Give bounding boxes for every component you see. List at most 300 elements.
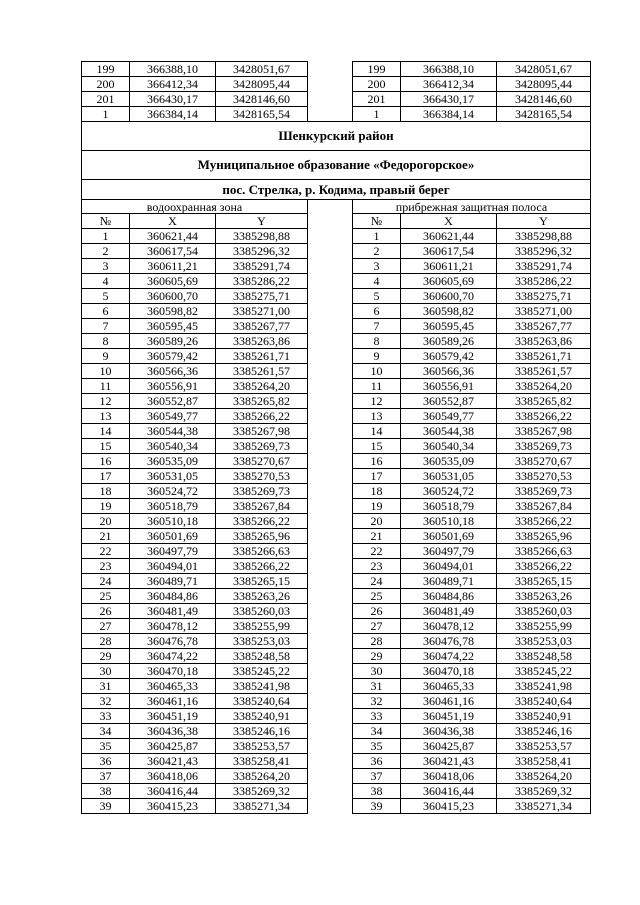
right-point-no: 20 [353, 514, 401, 529]
left-point-no: 28 [82, 634, 130, 649]
column-gap [308, 259, 353, 274]
table-row [82, 304, 591, 319]
left-x: 360600,70 [130, 289, 216, 304]
left-x: 360540,34 [130, 439, 216, 454]
column-gap [308, 739, 353, 754]
left-x: 360465,33 [130, 679, 216, 694]
table-row [82, 514, 591, 529]
municipality-heading: Муниципальное образование «Федорогорское» [82, 151, 591, 180]
left-x: 360589,26 [130, 334, 216, 349]
right-x: 360535,09 [401, 454, 497, 469]
left-y: 3385271,34 [216, 799, 308, 814]
right-point-no: 21 [353, 529, 401, 544]
left-x: 360598,82 [130, 304, 216, 319]
right-point-no: 22 [353, 544, 401, 559]
right-point-no: 23 [353, 559, 401, 574]
left-x: 366384,14 [130, 107, 216, 122]
table-row [82, 499, 591, 514]
left-x: 360415,23 [130, 799, 216, 814]
left-point-no: 10 [82, 364, 130, 379]
table-row [82, 244, 591, 259]
left-x: 366412,34 [130, 77, 216, 92]
left-y: 3385267,84 [216, 499, 308, 514]
right-x: 360478,12 [401, 619, 497, 634]
left-x: 360436,38 [130, 724, 216, 739]
column-gap [308, 424, 353, 439]
column-gap [308, 679, 353, 694]
left-point-no: 34 [82, 724, 130, 739]
right-y: 3385240,91 [497, 709, 591, 724]
right-y: 3385261,71 [497, 349, 591, 364]
table-row [82, 724, 591, 739]
left-y: 3385286,22 [216, 274, 308, 289]
right-point-no: 30 [353, 664, 401, 679]
right-x: 360600,70 [401, 289, 497, 304]
right-point-no: 31 [353, 679, 401, 694]
left-y: 3428165,54 [216, 107, 308, 122]
right-point-no: 201 [353, 92, 401, 107]
right-point-no: 11 [353, 379, 401, 394]
left-point-no: 30 [82, 664, 130, 679]
table-row [82, 319, 591, 334]
left-point-no: 8 [82, 334, 130, 349]
column-gap [308, 544, 353, 559]
left-x: 360535,09 [130, 454, 216, 469]
left-point-no: 1 [82, 107, 130, 122]
right-x: 360501,69 [401, 529, 497, 544]
table-row [82, 484, 591, 499]
column-gap [308, 77, 353, 92]
right-y: 3385270,67 [497, 454, 591, 469]
right-x: 360556,91 [401, 379, 497, 394]
right-x: 360416,44 [401, 784, 497, 799]
left-x: 360501,69 [130, 529, 216, 544]
left-x: 360552,87 [130, 394, 216, 409]
left-y: 3385266,22 [216, 514, 308, 529]
left-y: 3385296,32 [216, 244, 308, 259]
left-x: 360556,91 [130, 379, 216, 394]
right-x: 360476,78 [401, 634, 497, 649]
right-y: 3385261,57 [497, 364, 591, 379]
right-point-no: 8 [353, 334, 401, 349]
left-y: 3385253,03 [216, 634, 308, 649]
left-point-no: 16 [82, 454, 130, 469]
right-y: 3385270,53 [497, 469, 591, 484]
right-x: 360566,36 [401, 364, 497, 379]
settlement-row [82, 180, 591, 200]
right-x: 360621,44 [401, 229, 497, 244]
right-x: 360494,01 [401, 559, 497, 574]
right-point-no: 7 [353, 319, 401, 334]
district-heading: Шенкурский район [82, 122, 591, 151]
left-point-no: 32 [82, 694, 130, 709]
left-x: 360461,16 [130, 694, 216, 709]
table-row [82, 364, 591, 379]
column-gap [308, 304, 353, 319]
right-y: 3385264,20 [497, 379, 591, 394]
right-y: 3385267,98 [497, 424, 591, 439]
left-point-no: 37 [82, 769, 130, 784]
left-point-no: 38 [82, 784, 130, 799]
table-row [82, 229, 591, 244]
left-col-x-header: X [130, 214, 216, 229]
column-gap [308, 769, 353, 784]
left-x: 360416,44 [130, 784, 216, 799]
right-y: 3385263,86 [497, 334, 591, 349]
left-x: 360621,44 [130, 229, 216, 244]
table-row [82, 469, 591, 484]
right-point-no: 27 [353, 619, 401, 634]
district-row [82, 122, 591, 151]
left-y: 3385260,03 [216, 604, 308, 619]
table-row [82, 62, 591, 77]
right-y: 3428095,44 [497, 77, 591, 92]
column-gap [308, 514, 353, 529]
table-row [82, 649, 591, 664]
left-y: 3428051,67 [216, 62, 308, 77]
right-point-no: 15 [353, 439, 401, 454]
table-row [82, 379, 591, 394]
left-y: 3385270,67 [216, 454, 308, 469]
municipality-row [82, 151, 591, 180]
table-row [82, 664, 591, 679]
right-x: 360531,05 [401, 469, 497, 484]
right-x: 360465,33 [401, 679, 497, 694]
left-point-no: 22 [82, 544, 130, 559]
table-row [82, 634, 591, 649]
right-x: 360595,45 [401, 319, 497, 334]
right-y: 3385253,57 [497, 739, 591, 754]
right-x: 366384,14 [401, 107, 497, 122]
column-gap [308, 574, 353, 589]
right-col-x-header: X [401, 214, 497, 229]
right-point-no: 37 [353, 769, 401, 784]
right-point-no: 3 [353, 259, 401, 274]
right-x: 366412,34 [401, 77, 497, 92]
left-y: 3385240,91 [216, 709, 308, 724]
left-x: 360425,87 [130, 739, 216, 754]
left-y: 3385265,96 [216, 529, 308, 544]
left-y: 3385245,22 [216, 664, 308, 679]
column-gap [308, 799, 353, 814]
left-y: 3385265,15 [216, 574, 308, 589]
column-gap [308, 529, 353, 544]
right-y: 3385240,64 [497, 694, 591, 709]
left-x: 360489,71 [130, 574, 216, 589]
left-x: 360549,77 [130, 409, 216, 424]
right-x: 366430,17 [401, 92, 497, 107]
column-gap [308, 364, 353, 379]
left-x: 360544,38 [130, 424, 216, 439]
column-gap [308, 244, 353, 259]
left-y: 3385240,64 [216, 694, 308, 709]
right-y: 3385269,73 [497, 439, 591, 454]
table-row [82, 439, 591, 454]
table-row [82, 289, 591, 304]
right-y: 3385266,22 [497, 559, 591, 574]
right-x: 360474,22 [401, 649, 497, 664]
right-x: 360605,69 [401, 274, 497, 289]
left-y: 3385269,73 [216, 484, 308, 499]
column-gap [308, 469, 353, 484]
right-col-y-header: Y [497, 214, 591, 229]
right-point-no: 25 [353, 589, 401, 604]
column-gap [308, 214, 353, 229]
column-gap [308, 319, 353, 334]
table-row [82, 409, 591, 424]
column-gap [308, 274, 353, 289]
column-gap [308, 439, 353, 454]
left-y: 3428095,44 [216, 77, 308, 92]
table-row [82, 544, 591, 559]
column-gap [308, 634, 353, 649]
left-x: 360595,45 [130, 319, 216, 334]
right-point-no: 29 [353, 649, 401, 664]
left-y: 3385265,82 [216, 394, 308, 409]
right-point-no: 14 [353, 424, 401, 439]
table-row [82, 709, 591, 724]
left-y: 3385266,63 [216, 544, 308, 559]
column-gap [308, 694, 353, 709]
left-x: 360510,18 [130, 514, 216, 529]
left-x: 360579,42 [130, 349, 216, 364]
left-y: 3385264,20 [216, 769, 308, 784]
left-x: 360481,49 [130, 604, 216, 619]
right-point-no: 35 [353, 739, 401, 754]
column-gap [308, 92, 353, 107]
left-point-no: 13 [82, 409, 130, 424]
left-y: 3385263,86 [216, 334, 308, 349]
right-point-no: 4 [353, 274, 401, 289]
table-row [82, 349, 591, 364]
table-row [82, 77, 591, 92]
left-point-no: 20 [82, 514, 130, 529]
right-y: 3385286,22 [497, 274, 591, 289]
table-row [82, 694, 591, 709]
table-row [82, 274, 591, 289]
left-point-no: 29 [82, 649, 130, 664]
right-point-no: 2 [353, 244, 401, 259]
left-point-no: 5 [82, 289, 130, 304]
right-x: 360544,38 [401, 424, 497, 439]
right-x: 360510,18 [401, 514, 497, 529]
left-y: 3385266,22 [216, 409, 308, 424]
right-x: 360418,06 [401, 769, 497, 784]
right-y: 3385246,16 [497, 724, 591, 739]
right-x: 360617,54 [401, 244, 497, 259]
right-point-no: 34 [353, 724, 401, 739]
coordinates-table [81, 61, 591, 814]
left-point-no: 6 [82, 304, 130, 319]
right-x: 366388,10 [401, 62, 497, 77]
right-y: 3385265,15 [497, 574, 591, 589]
column-gap [308, 649, 353, 664]
left-x: 360421,43 [130, 754, 216, 769]
right-x: 360549,77 [401, 409, 497, 424]
left-y: 3385269,73 [216, 439, 308, 454]
right-point-no: 9 [353, 349, 401, 364]
table-row [82, 454, 591, 469]
right-point-no: 12 [353, 394, 401, 409]
right-x: 360415,23 [401, 799, 497, 814]
right-y: 3385266,22 [497, 409, 591, 424]
left-y: 3385241,98 [216, 679, 308, 694]
right-y: 3385266,63 [497, 544, 591, 559]
table-row [82, 394, 591, 409]
left-y: 3385270,53 [216, 469, 308, 484]
left-y: 3385263,26 [216, 589, 308, 604]
table-row [82, 589, 591, 604]
left-x: 366388,10 [130, 62, 216, 77]
left-x: 360518,79 [130, 499, 216, 514]
left-x: 360476,78 [130, 634, 216, 649]
right-x: 360425,87 [401, 739, 497, 754]
table-row [82, 334, 591, 349]
right-y: 3385267,77 [497, 319, 591, 334]
left-y: 3385291,74 [216, 259, 308, 274]
left-y: 3428146,60 [216, 92, 308, 107]
left-point-no: 3 [82, 259, 130, 274]
table-row [82, 619, 591, 634]
table-row [82, 784, 591, 799]
right-point-no: 17 [353, 469, 401, 484]
left-point-no: 201 [82, 92, 130, 107]
right-point-no: 19 [353, 499, 401, 514]
column-gap [308, 559, 353, 574]
column-gap [308, 334, 353, 349]
right-y: 3385269,73 [497, 484, 591, 499]
left-point-no: 19 [82, 499, 130, 514]
column-gap [308, 379, 353, 394]
right-point-no: 28 [353, 634, 401, 649]
column-gap [308, 394, 353, 409]
right-y: 3385255,99 [497, 619, 591, 634]
right-x: 360470,18 [401, 664, 497, 679]
coordinates-table-body [82, 62, 591, 814]
right-x: 360589,26 [401, 334, 497, 349]
right-col-no-header: № [353, 214, 401, 229]
right-point-no: 26 [353, 604, 401, 619]
settlement-heading: пос. Стрелка, р. Кодима, правый берег [82, 180, 591, 200]
right-x: 360421,43 [401, 754, 497, 769]
left-x: 360605,69 [130, 274, 216, 289]
column-gap [308, 289, 353, 304]
right-y: 3385258,41 [497, 754, 591, 769]
right-point-no: 1 [353, 229, 401, 244]
column-gap [308, 409, 353, 424]
table-row [82, 799, 591, 814]
right-point-no: 24 [353, 574, 401, 589]
right-x: 360461,16 [401, 694, 497, 709]
left-y: 3385246,16 [216, 724, 308, 739]
left-point-no: 199 [82, 62, 130, 77]
left-x: 360418,06 [130, 769, 216, 784]
left-y: 3385253,57 [216, 739, 308, 754]
left-point-no: 36 [82, 754, 130, 769]
left-point-no: 26 [82, 604, 130, 619]
left-point-no: 35 [82, 739, 130, 754]
column-gap [308, 499, 353, 514]
right-y: 3428165,54 [497, 107, 591, 122]
column-gap [308, 349, 353, 364]
left-point-no: 1 [82, 229, 130, 244]
table-row [82, 529, 591, 544]
right-x: 360579,42 [401, 349, 497, 364]
left-x: 360611,21 [130, 259, 216, 274]
left-y: 3385248,58 [216, 649, 308, 664]
left-x: 366430,17 [130, 92, 216, 107]
right-x: 360598,82 [401, 304, 497, 319]
column-gap [308, 604, 353, 619]
left-x: 360524,72 [130, 484, 216, 499]
left-x: 360470,18 [130, 664, 216, 679]
table-row [82, 769, 591, 784]
left-y: 3385298,88 [216, 229, 308, 244]
right-point-no: 200 [353, 77, 401, 92]
left-point-no: 15 [82, 439, 130, 454]
column-gap [308, 107, 353, 122]
right-y: 3385266,22 [497, 514, 591, 529]
right-x: 360518,79 [401, 499, 497, 514]
right-point-no: 36 [353, 754, 401, 769]
right-x: 360524,72 [401, 484, 497, 499]
right-point-no: 38 [353, 784, 401, 799]
right-y: 3385264,20 [497, 769, 591, 784]
right-point-no: 18 [353, 484, 401, 499]
right-y: 3385296,32 [497, 244, 591, 259]
right-point-no: 39 [353, 799, 401, 814]
right-y: 3385245,22 [497, 664, 591, 679]
left-zone-label: водоохранная зона [82, 200, 308, 214]
left-point-no: 200 [82, 77, 130, 92]
column-gap [308, 619, 353, 634]
left-point-no: 14 [82, 424, 130, 439]
left-x: 360531,05 [130, 469, 216, 484]
right-y: 3385265,96 [497, 529, 591, 544]
right-point-no: 32 [353, 694, 401, 709]
left-x: 360474,22 [130, 649, 216, 664]
left-x: 360478,12 [130, 619, 216, 634]
table-row [82, 679, 591, 694]
right-y: 3385271,00 [497, 304, 591, 319]
left-x: 360566,36 [130, 364, 216, 379]
table-row [82, 107, 591, 122]
right-y: 3428146,60 [497, 92, 591, 107]
right-x: 360552,87 [401, 394, 497, 409]
table-row [82, 754, 591, 769]
right-x: 360481,49 [401, 604, 497, 619]
column-gap [308, 784, 353, 799]
right-y: 3428051,67 [497, 62, 591, 77]
column-gap [308, 754, 353, 769]
left-y: 3385255,99 [216, 619, 308, 634]
left-x: 360497,79 [130, 544, 216, 559]
left-point-no: 2 [82, 244, 130, 259]
left-y: 3385258,41 [216, 754, 308, 769]
left-point-no: 24 [82, 574, 130, 589]
left-x: 360494,01 [130, 559, 216, 574]
left-point-no: 27 [82, 619, 130, 634]
column-gap [308, 454, 353, 469]
column-gap [308, 724, 353, 739]
right-point-no: 16 [353, 454, 401, 469]
left-x: 360484,86 [130, 589, 216, 604]
left-y: 3385269,32 [216, 784, 308, 799]
left-point-no: 17 [82, 469, 130, 484]
right-y: 3385265,82 [497, 394, 591, 409]
left-point-no: 4 [82, 274, 130, 289]
right-y: 3385269,32 [497, 784, 591, 799]
